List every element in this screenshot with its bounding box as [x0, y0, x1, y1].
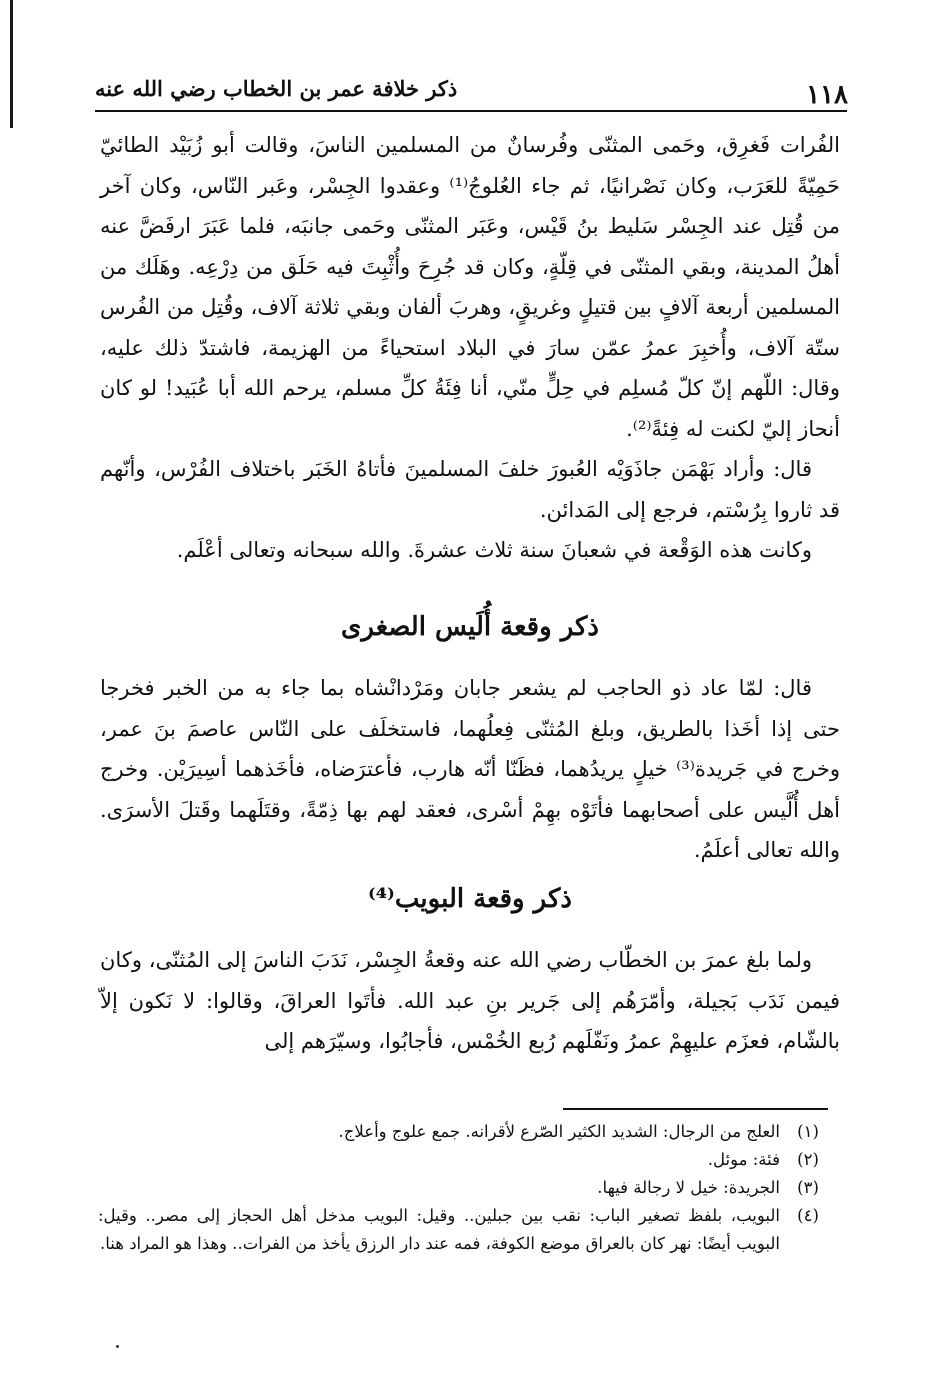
footnote-text: البويب، بلفظ تصغير الباب: نقب بين جبلين.. وقيل: البويب مدخل أهل الحجاز إلى مصر.. وقيل: البويب أيضًا: نهر كان بالعراق موضع الكوفة، فمه عند دار الرزق يأخذ من الفرات.. وهذا هو المراد هنا. [98, 1206, 780, 1253]
footnote-item [98, 1174, 828, 1202]
footnote-item [98, 1202, 828, 1258]
page-number: ١١٨ [806, 80, 848, 110]
footnote-text: فئة: موئل. [707, 1150, 780, 1169]
paragraph: ولما بلغ عمرَ بن الخطّاب رضي الله عنه وقعةُ الجِسْر، نَدَبَ الناسَ إلى المُثنّى، وكان فيمن نَدَب بَجيلة، وأمّرَهُم إلى جَرير بنِ عبد الله. فأتَوا العراقَ، وقالوا: لا نَكون إلاّ بالشّام، فعزَم عليهِمْ عمرُ ونَفّلَهم رُبع الخُمْس، فأجابُوا، وسيّرَهم إلى [100, 948, 840, 1053]
footnote-separator [563, 1108, 828, 1110]
page-edge-shadow [10, 0, 13, 128]
footnote-text: العلج من الرجال: الشديد الكثير الصّرع لأقرانه. جمع علوج وأعلاج. [338, 1122, 780, 1141]
body-block-2 [100, 668, 840, 871]
body-block-1 [100, 125, 840, 571]
section-heading: ذكر وقعة أُلَيس الصغرى [341, 612, 599, 642]
scan-speck [116, 1345, 119, 1348]
footnotes [98, 1118, 828, 1258]
section-heading: ذكر وقعة البويب⁽⁴⁾ [368, 884, 572, 914]
footnote-item [98, 1146, 828, 1174]
paragraph: الفُرات فَغرِق، وحَمى المثنّى وفُرسانٌ من المسلمين الناسَ، وقالت أبو زُبَيْد الطائيّ حَمِيّةً للعَرَب، وكان نَصْرانيًا، ثم جاء العُلوجُ⁽¹⁾ وعقدوا الجِسْر، وعَبر النّاس، وكان آخر من قُتِل عند الجِسْر سَليط بنُ قَيْس، وعَبَر المثنّى وحَمى جانبَه، فلما عَبَرَ ارفَضَّ عنه أهلُ المدينة، وبقي المثنّى في قِلّةٍ، وكان قد جُرِحَ وأُثْبِتَ فيه حَلَق من دِرْعِه. وهَلَك من المسلمين أربعة آلافٍ بين قتيلٍ وغريقٍ، وهربَ ألفان وبقي ثلاثة آلاف، وقُتِل من الفُرس ستّة آلاف، وأُخبِرَ عمرُ عمّن سارَ في البلاد استحياءً من الهزيمة، فاشتدّ ذلك عليه، وقال: اللّهم إنّ كلّ مُسلِم في حِلٍّ منّي، أنا فِئَةُ كلِّ مسلم، يرحم الله أبا عُبَيد! لو كان أنحاز إليّ لكنت له فِئةً⁽²⁾. [100, 133, 840, 441]
paragraph: قال: لمّا عاد ذو الحاجب لم يشعر جابان ومَرْدانْشاه بما جاء به من الخبر فخرجا حتى إذا أخَذا بالطريق، وبلغ المُثنّى فِعلُهما، فاستخلَف على النّاس عاصمَ بنَ عمر، وخرج في جَريدة⁽³⁾ خيلٍ يريدُهما، فظَنّا أنّه هارب، فأعترَضاه، فأخَذهما أسِيرَيْن. وخرج أهل أُلَّيس على أصحابهما فأتَوْه بهِمْ أسْرى، فعقد لهم بها ذِمّةً، وقتَلَهما وقَتلَ الأسرَى. والله تعالى أعلَمُ. [100, 676, 840, 862]
paragraph: قال: وأراد بَهْمَن جاذَوَيْه العُبورَ خلفَ المسلمينَ فأتاهُ الخَبَر باختلاف الفُرْس، وأنّهم قد ثاروا بِرُسْتم، فرجع إلى المَدائن. [100, 457, 840, 522]
footnote-number: (٤) [797, 1206, 819, 1225]
footnote-number: (١) [797, 1122, 819, 1141]
paragraph: وكانت هذه الوَقْعة في شعبانَ سنة ثلاث عشرةَ. والله سبحانه وتعالى أعْلَم. [176, 538, 812, 562]
footnote-number: (٢) [797, 1150, 819, 1169]
header-rule [95, 110, 847, 112]
footnote-item [98, 1118, 828, 1146]
running-title: ذكر خلافة عمر بن الخطاب رضي الله عنه [95, 76, 458, 101]
running-header [95, 70, 850, 110]
body-block-3 [100, 940, 840, 1062]
footnote-number: (٣) [797, 1178, 819, 1197]
footnote-text: الجريدة: خيل لا رجالة فيها. [597, 1178, 780, 1197]
